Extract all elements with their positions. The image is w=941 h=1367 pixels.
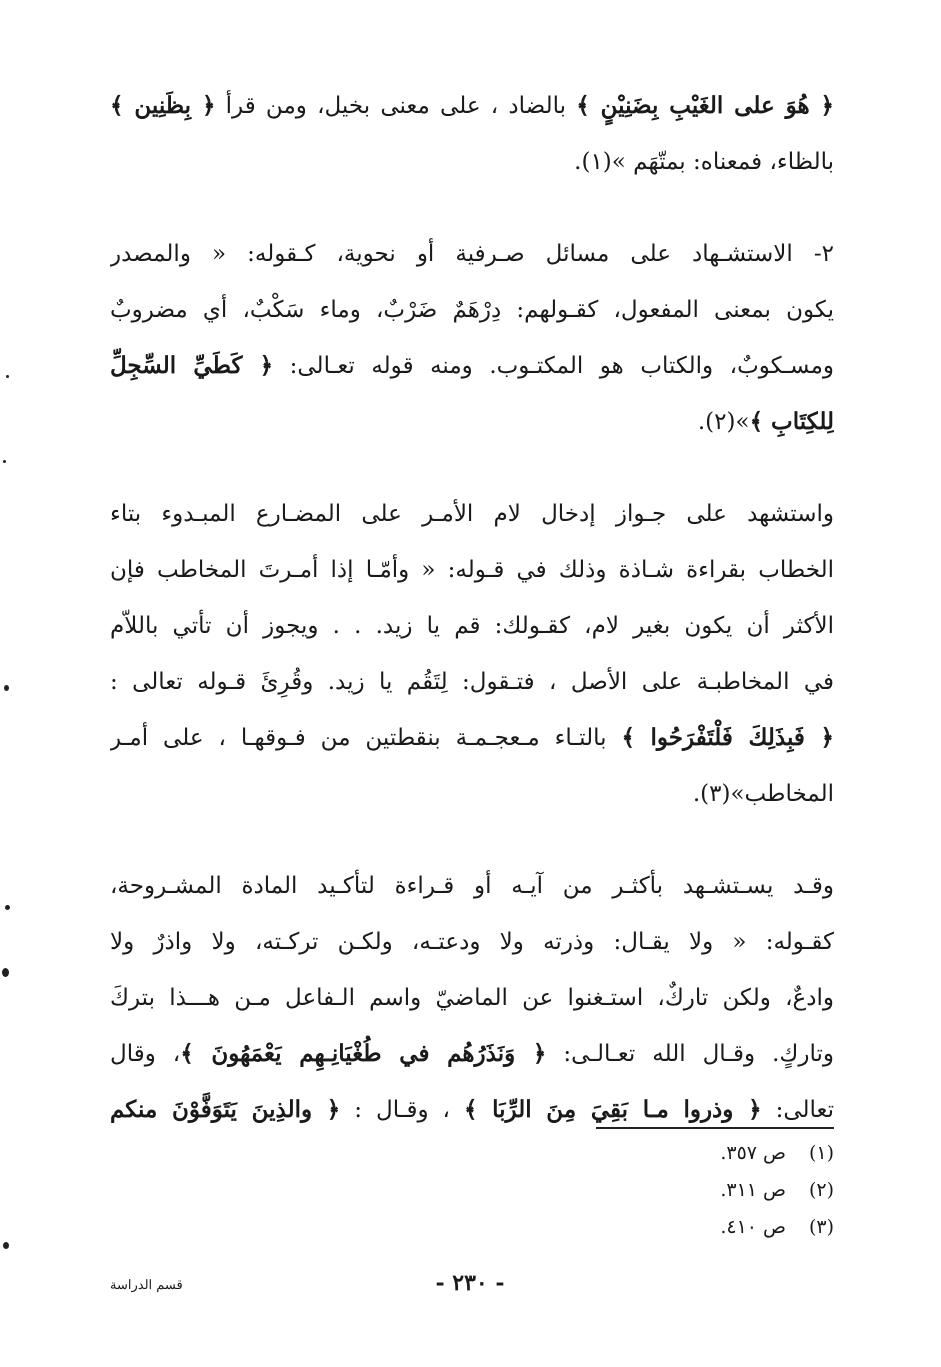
running-foot: قسم الدراسة [110,1278,183,1293]
quran-quote: ﴿ فَبِذَلِكَ فَلْتَفْرَحُوا ﴾ [621,724,834,751]
quran-quote: ﴿ بِظَنِين ﴾ [110,92,216,119]
text-line [110,654,834,710]
quran-quote: ﴿ كَطَيِّ السِّجِلِّ [110,352,274,379]
scan-speck [3,1242,9,1249]
text-run: كقـوله: « ولا يقـال: وذرته ولا ودعتـه، ولكـن تركـته، ولا واذرٌ ولا [110,929,834,955]
footnote-text: ص ٤١٠. [720,1216,786,1238]
text-line [110,486,834,542]
text-run: ، وقـال : [340,1097,464,1123]
quran-quote: ﴿ والذِينَ يَتَوَفَّوْنَ منكم [110,1096,341,1123]
text-run: ٢- الاستشـهاد على مسائل صـرفية أو نحوية، كـقوله: « والمصدر [110,241,834,267]
text-run: » [735,409,750,435]
text-line [110,914,834,970]
text-run: المخاطب» [730,781,834,807]
text-run: تعالى: [761,1097,834,1123]
text-line [110,282,834,338]
text-line [110,710,834,766]
text-run: . [574,149,582,175]
text-run: . [697,409,706,435]
quran-quote: ﴿ وَنَذَرُهُم في طُغْيَانِـهِم يَعْمَهُونَ ﴾ [180,1040,547,1067]
text-line [110,542,834,598]
footnote [520,1135,834,1172]
footnote-text: ص ٣٥٧. [720,1142,786,1164]
text-line [110,226,834,282]
text-run: ، وقال [110,1041,181,1067]
footnote-number: (٢) [808,1179,834,1201]
text-line [110,858,834,914]
text-line [110,1082,834,1138]
paragraph-gap [110,450,834,486]
text-line [110,338,834,394]
scan-speck [6,375,9,378]
text-run: (٢) [705,409,736,435]
paragraph-gap [110,822,834,858]
text-run: واستشهد على جـواز إدخال لام الأمـر على المضـارع المبـدوء بتاء [110,501,834,527]
text-line [110,970,834,1026]
footnotes [520,1135,834,1246]
text-line [110,78,834,134]
text-run: ومسـكوبٌ، والكتاب هو المكتـوب. ومنه قوله تعـالى: [273,353,834,379]
text-run: بالظاء، فمعناه: بمتّهَم » [611,149,834,175]
text-line [110,134,834,190]
text-line [110,394,834,450]
text-run: (١) [581,149,612,175]
text-run: يكون بمعنى المفعول، كقـولهم: دِرْهَمٌ ضَرْبٌ، وماء سَكْبٌ، أي مضروبٌ [110,297,834,323]
footnote [520,1209,834,1246]
text-run: . [692,781,701,807]
body-text [110,78,834,1138]
scan-speck [3,460,6,463]
text-line [110,598,834,654]
quran-quote: ﴿ هُوَ على الغَيْبِ بِضَنِيْنٍ ﴾ [576,92,834,119]
page-number: - ٢٣٠ - [435,1270,505,1296]
quran-quote: لِلكِتَابِ ﴾ [749,408,834,435]
text-run: بالضاد ، على معنى بخيل، ومن قرأ [215,93,577,119]
text-run: بالتـاء مـعجـمـة بنقطتين من فـوقهـا ، على أمـر [110,725,622,751]
text-run: وقـد يسـتشـهد بأكثـر من آيـه أو قـراءة لتأكـيد المادة المشـروحة، [110,873,834,899]
scan-speck [4,685,9,691]
text-run: (٣) [700,781,731,807]
text-run: وادعٌ، ولكن تاركٌ، استـغنوا عن الماضيّ واسم الـفاعل مـن هـــذا بتركَ [110,985,834,1011]
footnote-number: (٣) [808,1216,834,1238]
quran-quote: ﴿ وذروا مـا بَقِيَ مِنَ الرِّبَا ﴾ [463,1096,762,1123]
scan-speck [2,968,9,977]
footnote-text: ص ٣١١. [720,1179,786,1201]
text-run: وتاركٍ. وقـال الله تعـالـى: [546,1041,834,1067]
text-run: في المخاطبـة على الأصل ، فتـقول: لِتَقُم يا زيد. وقُرِئَ قـوله تعالى : [110,669,834,695]
scan-speck [5,905,10,910]
text-run: الخطاب بقراءة شـاذة وذلك في قـوله: « وأمّـا إذا أمـرتَ المخاطب فإن [110,557,834,583]
footnote-number: (١) [808,1142,834,1164]
paragraph-gap [110,190,834,226]
footnote [520,1172,834,1209]
text-line [110,766,834,822]
footnote-separator [596,1127,834,1129]
text-line [110,1026,834,1082]
text-run: الأكثر أن يكون بغير لام، كقـولك: قم يا زيد. . . ويجوز أن تأتي باللاّم [110,613,834,639]
